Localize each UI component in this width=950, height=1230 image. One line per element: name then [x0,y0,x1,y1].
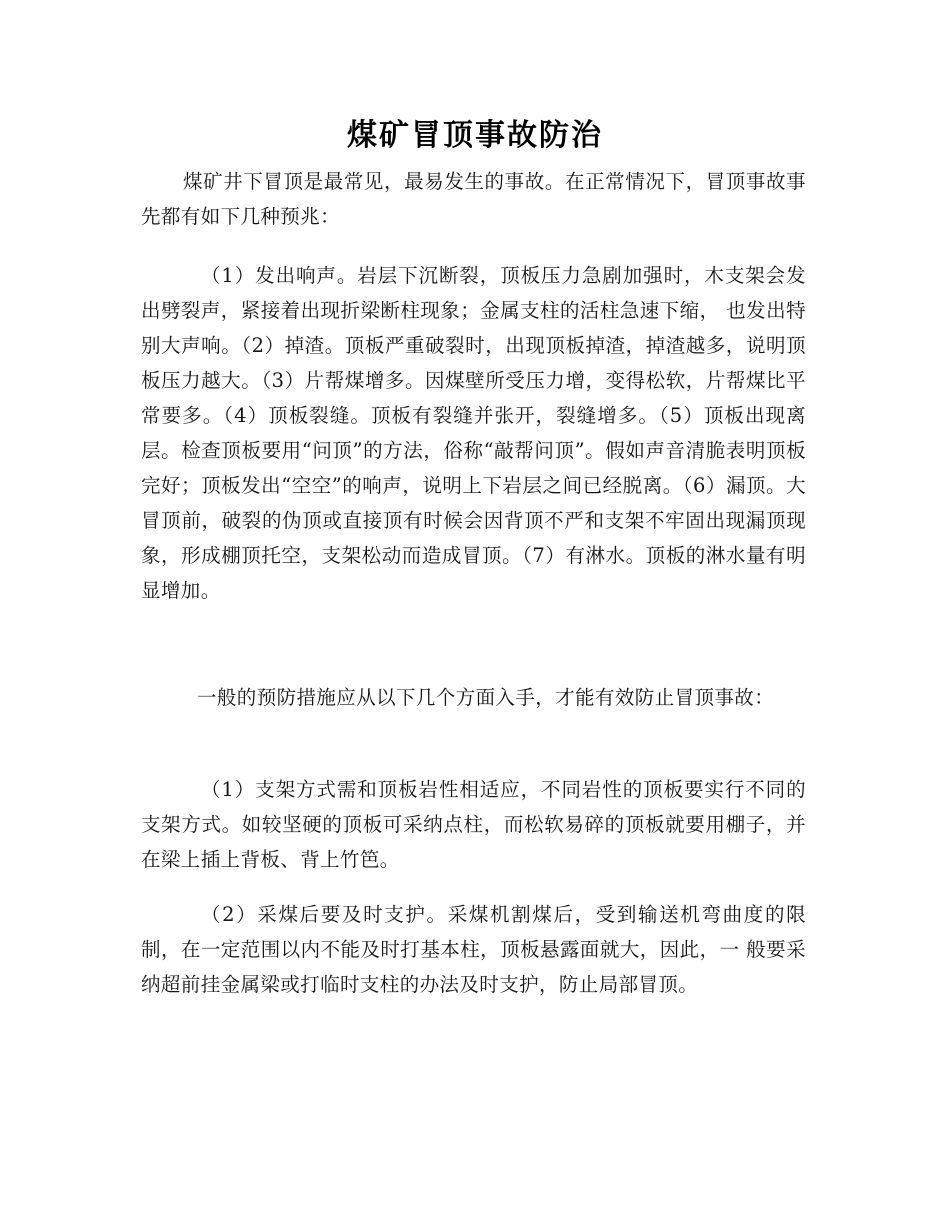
prevention-item-2-paragraph: （2）采煤后要及时支护。采煤机割煤后，受到输送机弯曲度的限制，在一定范围以内不能及时打基本柱，顶板悬露面就大，因此，一 般要采纳超前挂金属梁或打临时支柱的办法及时支护，防止局部冒顶。 [141,903,806,996]
intro-paragraph: 煤矿井下冒顶是最常见，最易发生的事故。在正常情况下，冒顶事故事先都有如下几种预兆： [141,170,806,228]
prevention-intro-paragraph: 一般的预防措施应从以下几个方面入手，才能有效防止冒顶事故： [197,686,775,709]
warning-signs-paragraph: （1）发出响声。岩层下沉断裂，顶板压力急剧加强时，木支架会发出劈裂声，紧接着出现折梁断柱现象；金属支柱的活柱急速下缩， 也发出特别大声响。（2）掉渣。顶板严重破裂时，出现顶板掉渣，掉渣越多，说明顶板压力越大。（3）片帮煤增多。因煤壁所受压力增，变得松软，片帮煤比平常要多。（4）顶板裂缝。顶板有裂缝并张开，裂缝增多。（5）顶板出现离层。检查顶板要用“问顶”的方法，俗称“敲帮问顶”。假如声音清脆表明顶板完好；顶板发出“空空”的响声，说明上下岩层之间已经脱离。（6）漏顶。大冒顶前，破裂的伪顶或直接顶有时候会因背顶不严和支架不牢固出现漏顶现象，形成棚顶托空，支架松动而造成冒顶。（7）有淋水。顶板的淋水量有明显增加。 [141,264,806,602]
document-title: 煤矿冒顶事故防治 [347,118,603,153]
prevention-item-1-paragraph: （1）支架方式需和顶板岩性相适应，不同岩性的顶板要实行不同的支架方式。如较坚硬的顶板可采纳点柱，而松软易碎的顶板就要用棚子，并在梁上插上背板、背上竹笆。 [141,778,806,871]
